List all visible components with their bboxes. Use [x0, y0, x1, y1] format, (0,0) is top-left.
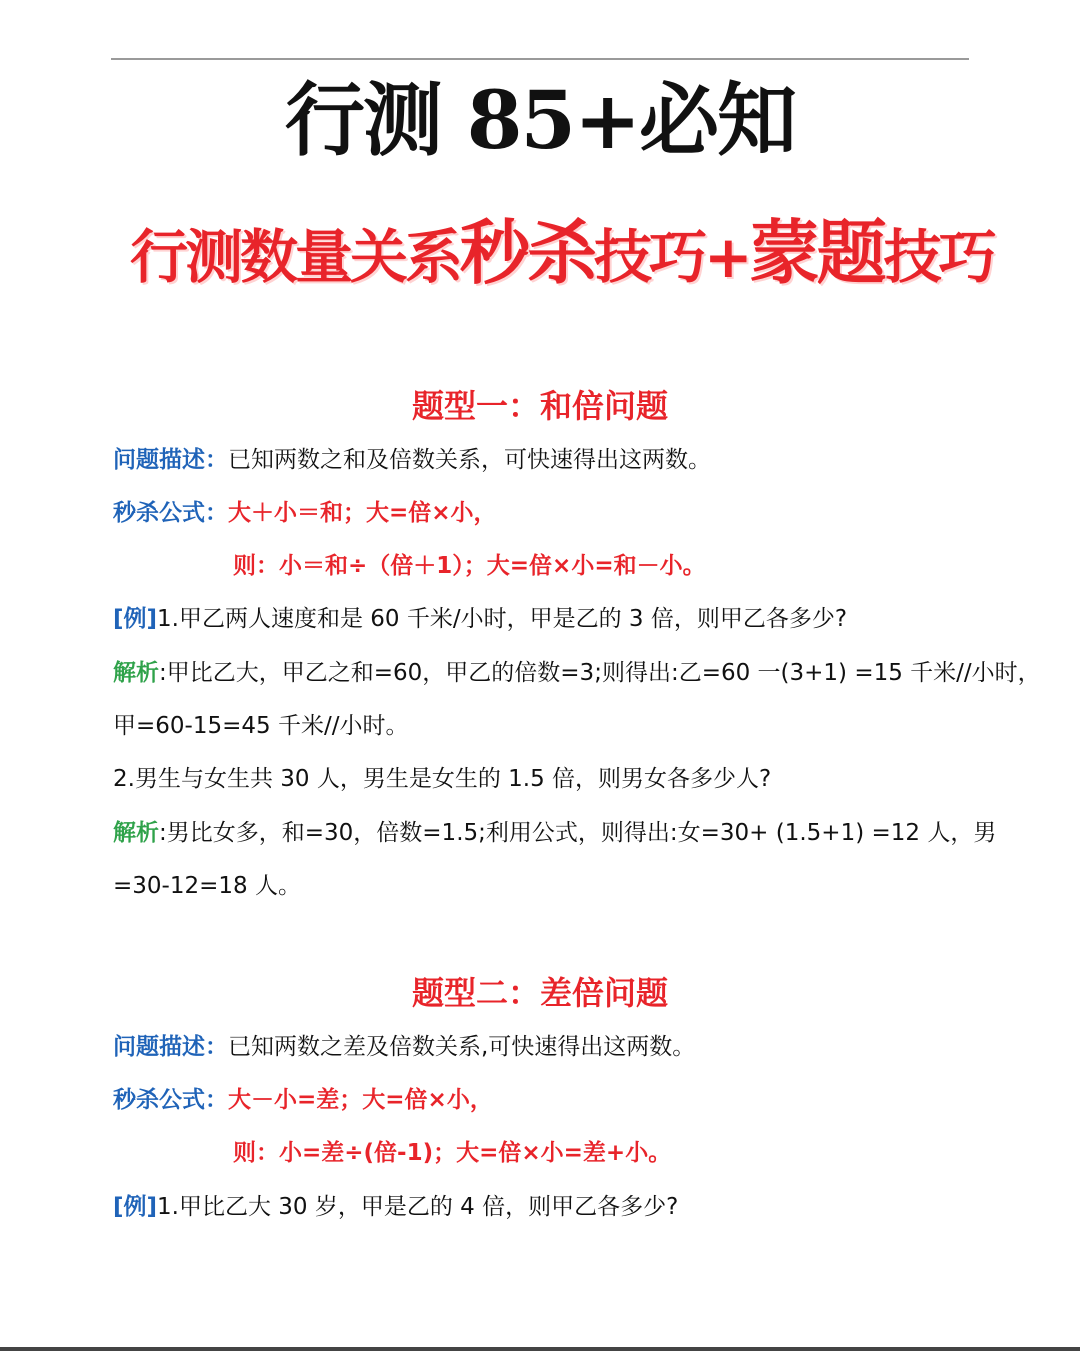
section1-description	[113, 449, 711, 472]
title-part-b: 必知	[639, 74, 796, 167]
section1-example1-text: 1.甲乙两人速度和是 60 千米/小时，甲是乙的 3 倍，则甲乙各多少?	[157, 606, 848, 632]
subtitle-part-d: 蒙题	[749, 212, 884, 294]
section2-formula-label: 秒杀公式：	[113, 1087, 228, 1113]
section2-desc-text: 已知两数之差及倍数关系,可快速得出这两数。	[228, 1034, 696, 1060]
section1-analysis2	[113, 822, 996, 845]
section2-title: 题型二：差倍问题	[411, 974, 668, 1012]
section2-description	[113, 1036, 695, 1059]
section1-formula-line1: 大＋小＝和；大=倍×小，	[228, 500, 497, 526]
section1-analysis1-line2: 甲=60-15=45 千米//小时。	[113, 713, 409, 739]
top-divider	[111, 58, 969, 60]
section1-example1-tag: [例]	[113, 606, 158, 632]
section1-example1	[113, 608, 847, 631]
section1-analysis2-line2: =30-12=18 人。	[113, 873, 301, 899]
section2-formula	[113, 1089, 493, 1112]
section2-example1	[113, 1196, 678, 1219]
subtitle-part-c: 技巧+	[594, 223, 750, 291]
title-number: 85+	[466, 73, 640, 167]
section2-formula-line1: 大－小=差；大=倍×小，	[228, 1087, 493, 1113]
section1-analysis2-line1: :男比女多，和=30，倍数=1.5;利用公式，则得出:女=30+ (1.5+1) =12 人，男	[159, 820, 997, 846]
section1-analysis1-line1: :甲比乙大，甲乙之和=60，甲乙的倍数=3;则得出:乙=60 一(3+1) =15 千米//小时，	[159, 660, 1041, 686]
section2-desc-label: 问题描述：	[113, 1034, 228, 1060]
section2-example1-text: 1.甲比乙大 30 岁，甲是乙的 4 倍，则甲乙各多少?	[157, 1194, 679, 1220]
section1-example2: 2.男生与女生共 30 人，男生是女生的 1.5 倍，则男女各多少人?	[113, 766, 772, 792]
section1-title: 题型一：和倍问题	[411, 387, 668, 425]
bottom-divider	[0, 1347, 1080, 1351]
section1-analysis1	[113, 662, 1041, 685]
subtitle-part-e: 技巧	[883, 223, 994, 291]
section1-formula	[113, 502, 497, 525]
subtitle-part-a: 行测数量关系	[130, 223, 461, 291]
page-subtitle	[130, 212, 1000, 294]
section1-formula-label: 秒杀公式：	[113, 500, 228, 526]
section2-example1-tag: [例]	[113, 1194, 158, 1220]
section2-formula-line2: 则：小=差÷(倍-1)；大=倍×小=差+小。	[233, 1140, 672, 1166]
title-part-a: 行测	[284, 74, 441, 167]
section1-desc-text: 已知两数之和及倍数关系，可快速得出这两数。	[228, 447, 711, 473]
subtitle-part-b: 秒杀	[460, 212, 595, 294]
page-title	[0, 73, 1080, 167]
section1-analysis1-label: 解析	[113, 660, 159, 686]
section1-formula-line2: 则：小＝和÷（倍＋1）；大=倍×小=和－小。	[233, 553, 706, 579]
section1-desc-label: 问题描述：	[113, 447, 228, 473]
section1-analysis2-label: 解析	[113, 820, 159, 846]
